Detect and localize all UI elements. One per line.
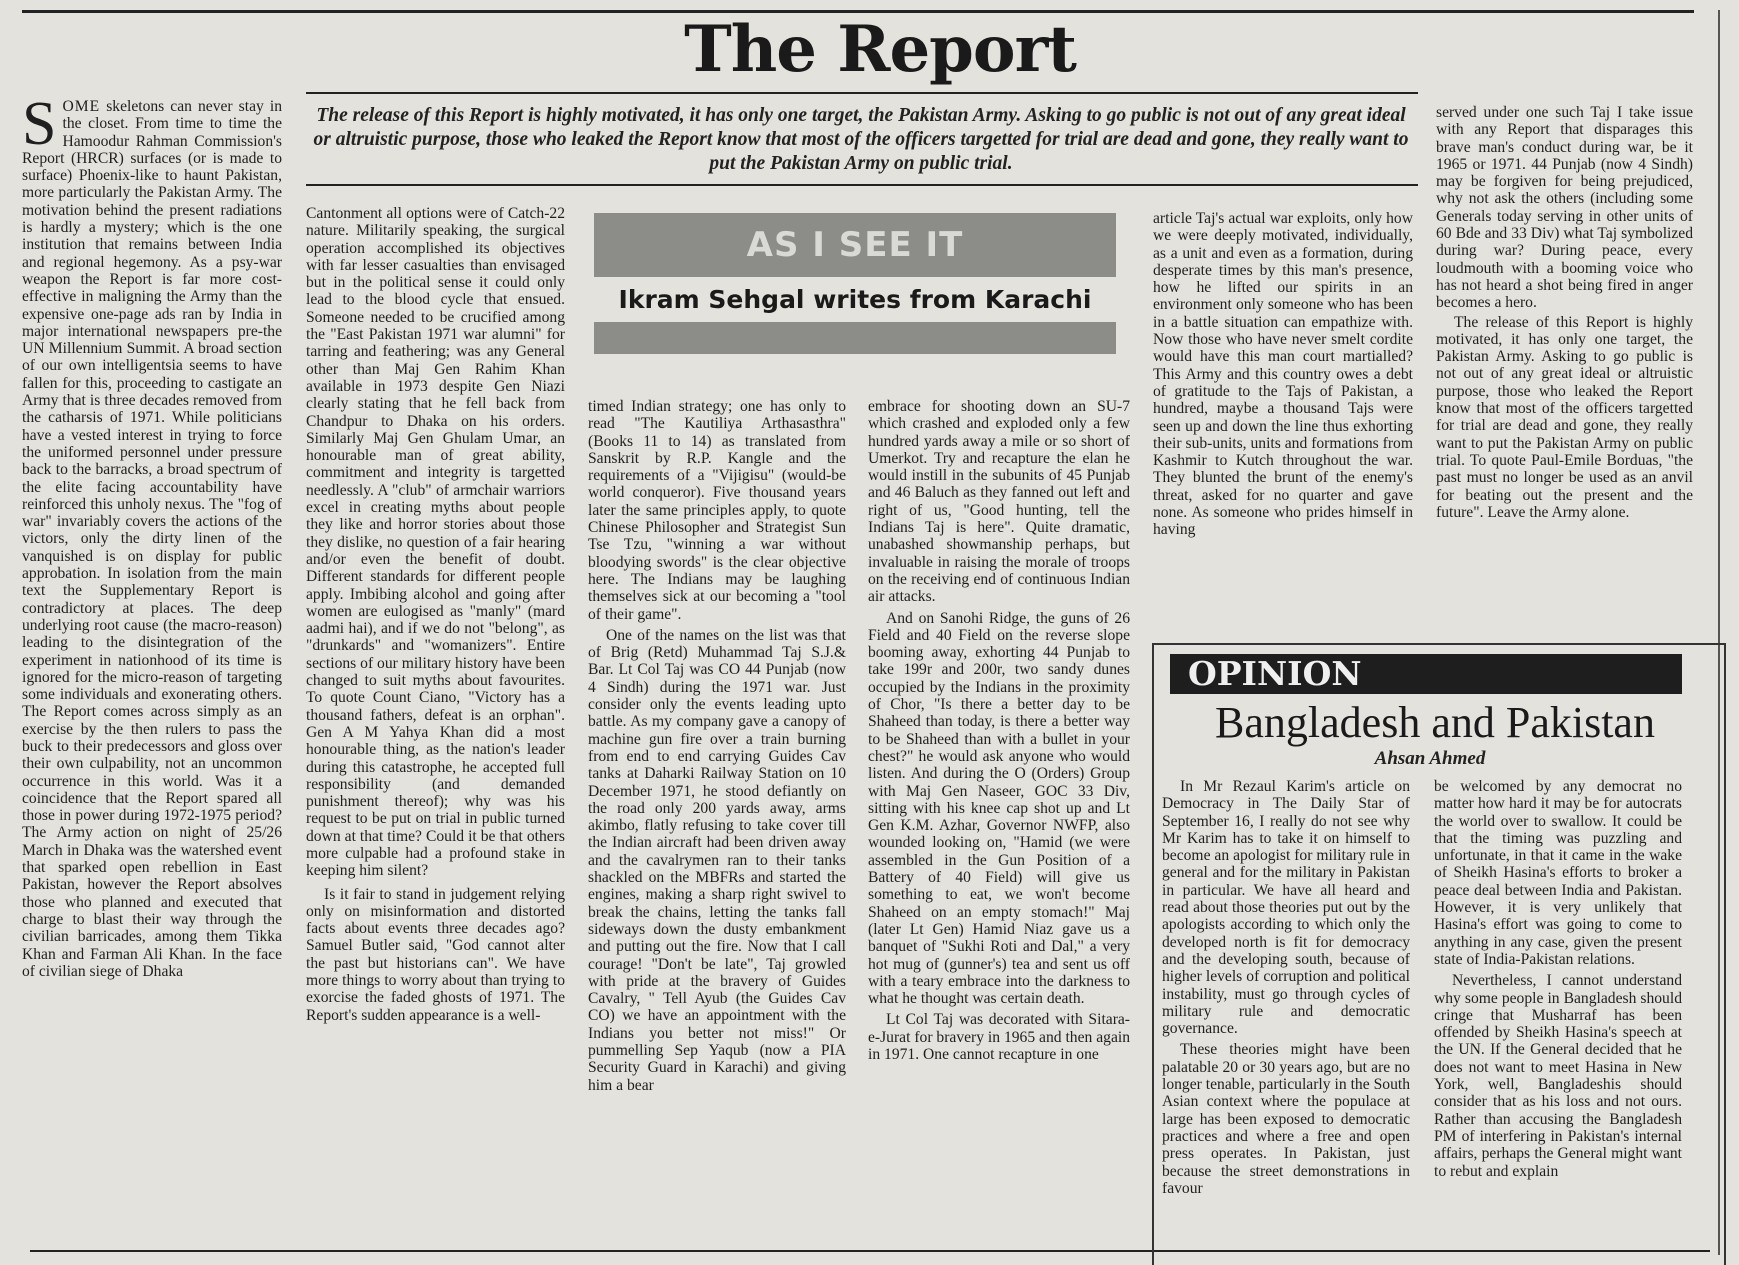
column-3-paragraph-2: One of the names on the list was that of Brig (Retd) Muhammad Taj S.J.& Bar. Lt Col Taj was CO 44 Punjab (now 4 Sindh) during the 1971 war. Just consider only the events leading upto battle. As my company gave a canopy of machine gun fire over a train burning from end to end carrying Guides Cav tanks at Daharki Railway Station on 10 December 1971, he stood defiantly on the road only 200 yards away, arms akimbo, flatly refusing to take cover till the Indian aircraft had been driven away and the cavalrymen ran to their tanks shackled on the MBFRs and started the engines, making a sharp right swivel to break the chains, letting the tanks fall sideways down the dusty embankment and putting out the fire. Now that I call courage! "Don't be late", Taj growled with pride at the bravery of Guides Cavalry, " Tell Ayub (the Guides Cav CO) we have an appointment with the Indians you better not miss!" Or pummelling Sep Yaqub (now a PIA Security Guard in Karachi) and giving him a bear bbox=[588, 626, 846, 1094]
column-logo-as-i-see-it: AS I SEE IT bbox=[594, 213, 1116, 277]
opinion-author: Ahsan Ahmed bbox=[1374, 748, 1486, 769]
column-4-paragraph-2: And on Sanohi Ridge, the guns of 26 Field and 40 Field on the reverse slope booming away, exhorting 44 Punjab to take 199r and 200r, two sandy dunes occupied by the Indians in the proximity of Chor, "Is there a better day to be Shaheed than today, is there a better way to be Shaheed than with a bullet in your chest?" he would ask anyone who would listen. And during the O (Orders) Group with Maj Gen Naseer, GOC 33 Div, sitting with his knee cap shot up and Lt Gen K.M. Azhar, Governor NWFP, also wounded looking on, "Hamid (we were assembled in the Gun Position of a Battery of 40 Field) will give us something to eat, we won't become Shaheed on an empty stomach!" Maj (later Lt Gen) Hamid Niaz gave us a banquet of "Sukhi Roti and Dal," a very hot mug of (gunner's) tea and sent us off with a teary embrace into the darkness to what he thought was certain death. bbox=[868, 609, 1130, 1008]
article-column-1 bbox=[22, 98, 282, 1238]
article-column-6 bbox=[1436, 104, 1693, 634]
deck-rule bbox=[306, 184, 1418, 186]
drop-cap: S bbox=[22, 98, 57, 158]
lead-in: OME bbox=[62, 98, 101, 115]
column-2-paragraph-2: Is it fair to stand in judgement relying only on misinformation and distorted facts about events three decades ago? Samuel Butler said, "God cannot alter the past but historians can". We have more things to worry about than trying to exorcise the faded ghosts of 1971. The Report's sudden appearance is a well- bbox=[306, 885, 565, 1024]
opinion-column-2-paragraph-2: Nevertheless, I cannot understand why some people in Bangladesh should cringe that Musharraf has been offended by Sheikh Hasina's speech at the UN. If the General decided that he does not want to meet Hasina in New York, well, Bangladeshis should consider that as his loss and not ours. Rather than accusing the Bangladesh PM of interfering in Pakistan's internal affairs, perhaps the General might want to rebut and explain bbox=[1434, 972, 1682, 1180]
opinion-column-2 bbox=[1434, 778, 1682, 1250]
opinion-label: OPINION bbox=[1170, 654, 1682, 694]
banner-gray-band bbox=[594, 322, 1116, 354]
opinion-headline: Bangladesh and Pakistan bbox=[1215, 698, 1655, 747]
article-column-5 bbox=[1153, 210, 1413, 630]
article-column-2 bbox=[306, 205, 565, 1240]
column-4-paragraph-1: embrace for shooting down an SU-7 which crashed and exploded only a few hundred yards away a mile or so short of Umerkot. Try and recapture the elan he would instill in the subunits of 45 Punjab and 46 Baluch as they fanned out left and right of us, "Good hunting, tell the Indians Taj is here". Quite dramatic, unabashed showmanship perhaps, but invaluable in raising the morale of troops on the receiving end of continuous Indian air attacks. bbox=[868, 398, 1130, 606]
headline-deck: The release of this Report is highly motivated, it has only one target, the Pakistan Army. Asking to go public is not out of any great ideal or altruistic purpose, those who leaked the Report know that most of the officers targetted for trial are dead and gone, they really want to put the Pakistan Army on public trial. bbox=[313, 105, 1409, 174]
opinion-column-1-paragraph-2: These theories might have been palatable 20 or 30 years ago, but are no longer tenable, particularly in the South Asian context where the populace at large has been exposed to democratic practices and where a free and open press operates. In Pakistan, just because the street demonstrations in favour bbox=[1162, 1041, 1410, 1197]
article-column-4 bbox=[868, 398, 1130, 1240]
column-4-paragraph-3: Lt Col Taj was decorated with Sitara-e-Jurat for bravery in 1965 and then again in 1971. One cannot recapture in one bbox=[868, 1011, 1130, 1063]
column-2-paragraph-1: Cantonment all options were of Catch-22 nature. Militarily speaking, the surgical operation accomplished its objectives with far lesser casualties than envisaged but in the political sense it could only lead to the blood cycle that ensued. Someone needed to be crucified among the "East Pakistan 1971 war alumni" for tarring and feathering; was any General other than Maj Gen Rahim Khan available in 1973 despite Gen Niazi clearly stating that he fell back from Chandpur to Dhaka on his orders. Similarly Maj Gen Ghulam Umar, an honourable man of great ability, commitment and integrity is targetted needlessly. A "club" of armchair warriors excel in creating myths about people they like and horror stories about those they dislike, no question of a fair hearing and/or even the benefit of doubt. Different standards for different people apply. Imbibing alcohol and going after women are eulogised as "manly" (mard aadmi hai), and if we do not "belong", as "drunkards" and "womanizers". Entire sections of our military history have been changed to suit myths about favourites. To quote Count Ciano, "Victory has a thousand fathers, defeat is an orphan". Gen A M Yahya Khan did a most honourable thing, as the nation's leader during this catastrophe, he accepted full responsibility (and demanded punishment thereof); why was his request to be put on trial in public turned down at that time? Could it be that others more culpable had a profound stake in keeping him silent? bbox=[306, 205, 565, 880]
article-column-3 bbox=[588, 398, 846, 1240]
opinion-column-2-paragraph-1: be welcomed by any democrat no matter how hard it may be for autocrats the world over to swallow. It could be that the timing was puzzling and unfortunate, in that it came in the wake of Sheikh Hasina's efforts to broker a peace deal between India and Pakistan. However, it is very unlikely that Hasina's effort was going to come to anything in any case, given the present state of India-Pakistan relations. bbox=[1434, 778, 1682, 968]
column-3-paragraph-1: timed Indian strategy; one has only to read "The Kautiliya Arthasasthra" (Books 11 to 14) as translated from Sanskrit by R.P. Kangle and the requirements of a "Vijigisu" (would-be world conqueror). Five thousand years later the same principles apply, to quote Chinese Philosopher and Strategist Sun Tse Tzu, "winning a war without bloodying swords" is the clear objective here. The Indians may be laughing themselves sick at our becoming a "tool of their game". bbox=[588, 398, 846, 623]
page-headline: The Report bbox=[684, 12, 1076, 87]
byline: Ikram Sehgal writes from Karachi bbox=[618, 285, 1092, 314]
column-6-paragraph-2: The release of this Report is highly motivated, it has only one target, the Pakistan Army. Asking to go public is not out of any great ideal or altruistic purpose, those who leaked the Report know that most of the officers targetted for trial are dead and gone, they really want to put the Pakistan Army on public trial. To quote Paul-Emile Borduas, "the past must no longer be used as an anvil for beating out the present and the future". Leave the Army alone. bbox=[1436, 313, 1693, 521]
opinion-column-1-paragraph-1: In Mr Rezaul Karim's article on Democracy in The Daily Star of September 16, I really do not see why Mr Karim has to take it on himself to become an apologist for military rule in general and for the military in Pakistan in particular. We have all heard and read about those theories put out by the apologists according to which only the developed north is fit for democracy and the developing south, because of higher levels of corruption and political instability, must go through cycles of military rule and democratic governance. bbox=[1162, 778, 1410, 1038]
opinion-column-1 bbox=[1162, 778, 1410, 1250]
column-1-text: skeletons can never stay in the closet. From time to time the Hamoodur Rahman Commission's Report (HRCR) surfaces (or is made to surface) Phoenix-like to haunt Pakistan, more particularly the Pakistan Army. The motivation behind the present radiations is hardly a mystery; which is the one institution that remains between India and regional hegemony. As a psy-war weapon the Report is far more cost-effective in maligning the Army than the expensive one-page ads ran by India in major international newspapers pre-the UN Millennium Summit. A broad section of our own intelligentsia seems to have fallen for this, proceeding to castigate an Army that is three decades removed from the catharsis of 1971. While politicians have a vested interest in trying to force the uniformed personnel under pressure back to the barracks, a broad spectrum of the elite facing accountability have reinforced this unholy nexus. The "fog of war" invariably covers the actions of the victors, only the dirty linen of the vanquished is on display for public approbation. In isolation from the main text the Supplementary Report is contradictory at places. The deep underlying root cause (the macro-reason) leading to the disintegration of the experiment in nationhood of its time is ignored for the micro-reason of targeting some individuals and exonerating others. The Report comes across simply as an exercise by the then rulers to pass the buck to their predecessors and gloss over their own culpability, not an uncommon occurrence in this world. Was it a coincidence that the Report spared all those in power during 1972-1975 period? The Army action on night of 25/26 March in Dhaka was the watershed event that sparked open rebellion in East Pakistan, however the Report absolves those who planned and executed that charge to blast their way through the civilian barricades, among them Tikka Khan and Farman Ali Khan. In the face of civilian siege of Dhaka bbox=[22, 98, 282, 980]
column-6-paragraph-1: served under one such Taj I take issue with any Report that disparages this brave man's conduct during war, be it 1965 or 1971. 44 Punjab (now 4 Sindh) may be forgiven for being prejudiced, why not ask the others (including some Generals today serving in other units of 60 Bde and 33 Div) what Taj symbolized during war? During peace, every loudmouth with a booming voice who has not heard a shot being fired in anger becomes a hero. bbox=[1436, 104, 1693, 312]
column-5-text: article Taj's actual war exploits, only how we were deeply motivated, individually, as a unit and even as a formation, during desperate times by this man's presence, how he lifted our spirits in an environment only someone who has been in a battle situation can empathize with. Now those who have never smelt cordite would have this man court martialled? This Army and this country owes a debt of gratitude to the Tajs of Pakistan, a hundred, maybe a thousand Tajs were seen up and down the line thus exhorting their sub-units, units and formations from Kashmir to Kutch throughout the war. They blunted the brunt of the enemy's threat, asked for no quarter and gave none. As someone who prides himself in having bbox=[1153, 210, 1413, 539]
headline-rule bbox=[306, 92, 1418, 94]
